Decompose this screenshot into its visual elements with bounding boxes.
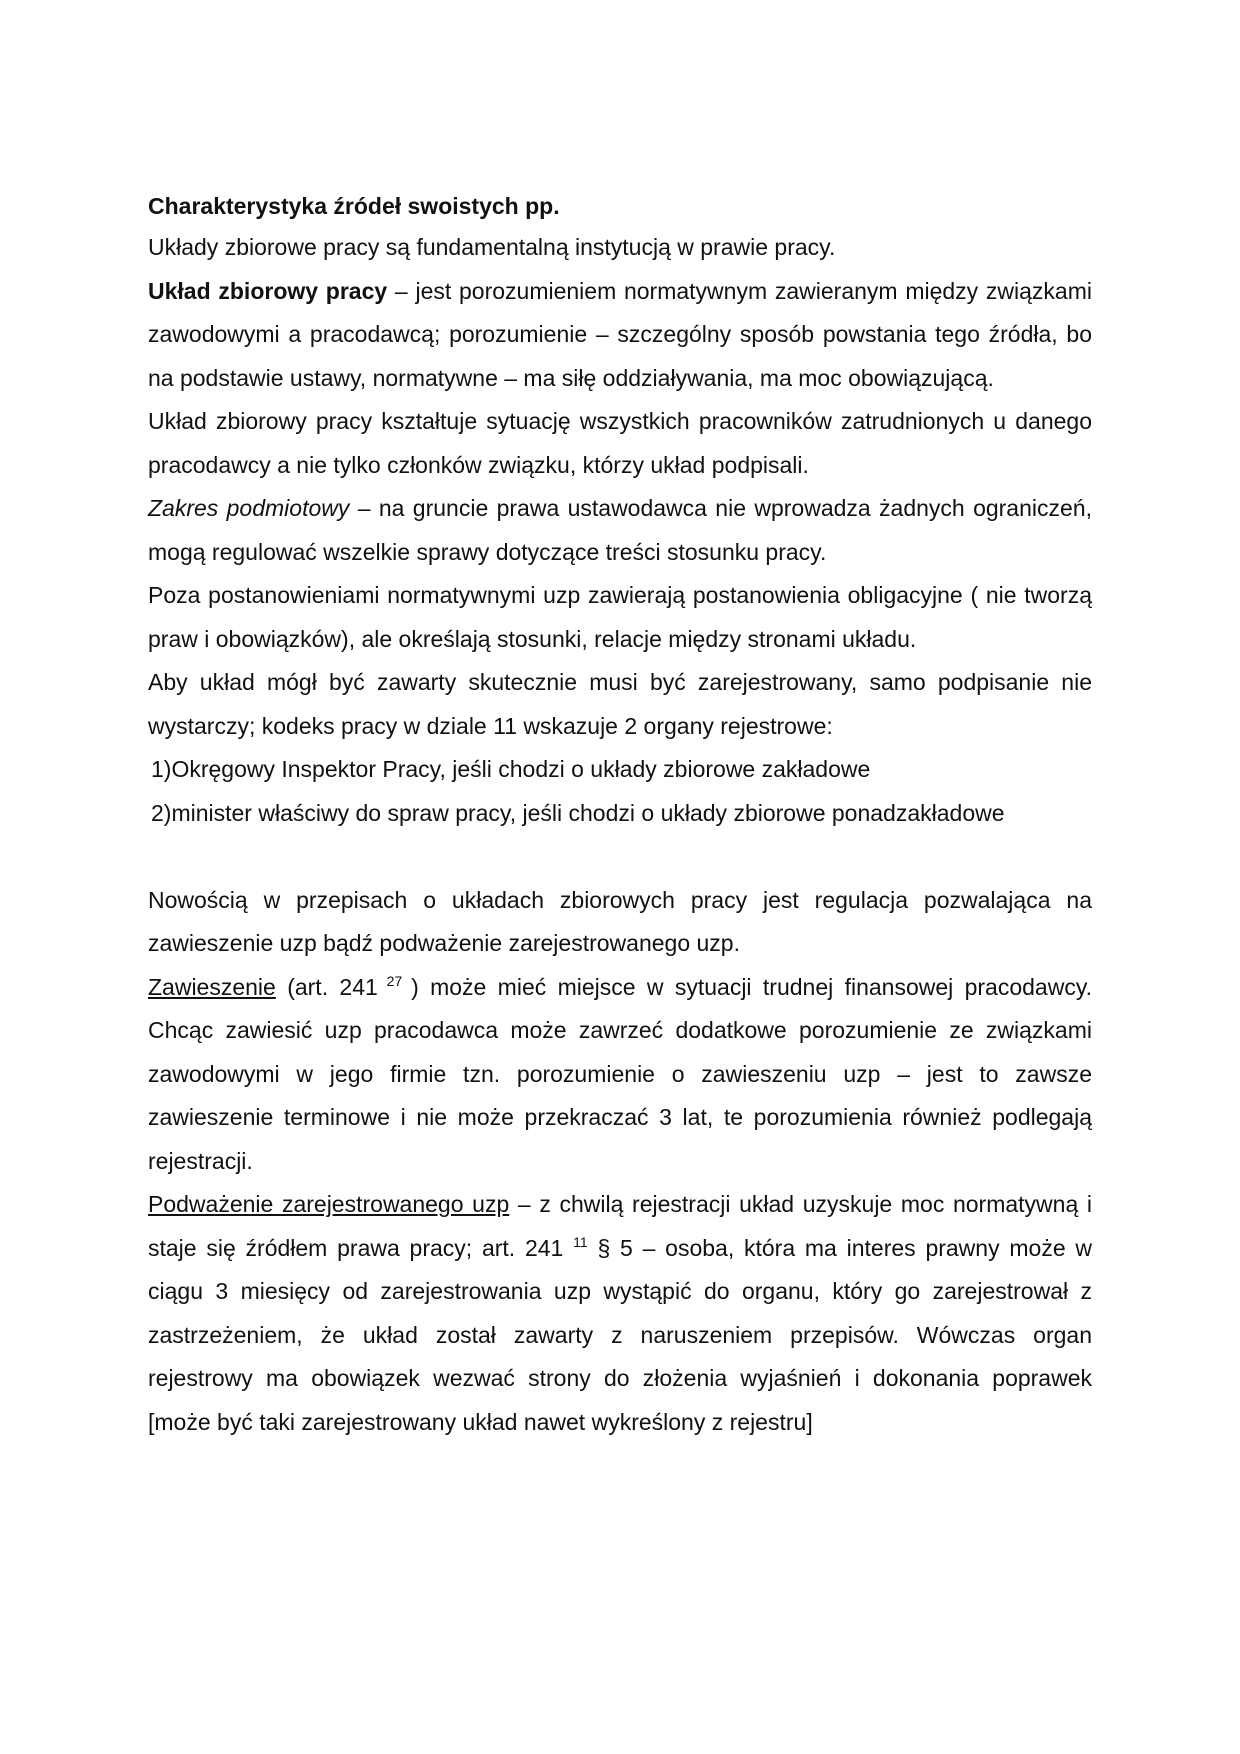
document-page [148, 186, 1092, 1444]
article-ref-close: ) [411, 973, 419, 1000]
term-podwazenie: Podważenie zarejestrowanego uzp [148, 1191, 510, 1217]
spacer [148, 835, 1092, 879]
article-ref: (art. 241 [275, 973, 378, 1000]
paragraph-definition [148, 270, 1092, 401]
term-uklad-zbiorowy: Układ zbiorowy pracy [148, 277, 388, 304]
paragraph-challenge [148, 1183, 1092, 1444]
suspension-text: może mieć miejsce w sytuacji trudnej finansowej pracodawcy. Chcąc zawiesić uzp pracodawca może zawrzeć dodatkowe porozumienie ze związkami zawodowymi w jego firmie tzn. porozumienie o zawieszeniu uzp – jest to zawsze zawieszenie terminowe i nie może przekraczać 3 lat, te porozumienia również podlegają rejestracji. [148, 973, 1092, 1174]
paragraph-subject-scope [148, 487, 1092, 574]
document-title: Charakterystyka źródeł swoistych pp. [148, 193, 560, 219]
paragraph-scope: Układ zbiorowy pracy kształtuje sytuację wszystkich pracowników zatrudnionych u danego pracodawcy a nie tylko członków związku, którzy układ podpisali. [148, 408, 1092, 478]
paragraph-intro: Układy zbiorowe pracy są fundamentalną instytucją w prawie pracy. [148, 234, 836, 260]
paragraph-novelty: Nowością w przepisach o układach zbiorowych pracy jest regulacja pozwalająca na zawieszenie uzp bądź podważenie zarejestrowanego uzp. [148, 886, 1092, 956]
article-superscript: 11 [573, 1233, 588, 1250]
article-superscript: 27 [377, 972, 412, 989]
definition-text: – jest porozumieniem normatywnym zawieranym między związkami zawodowymi a pracodawcą; porozumienie – szczególny sposób powstania tego źródła, bo na podstawie ustawy, normatywne – ma siłę oddziaływania, ma moc obowiązującą. [148, 277, 1092, 391]
challenge-text-before: – z chwilą rejestracji układ uzyskuje moc normatywną i staje się źródłem prawa pracy; art. 241 [148, 1191, 1092, 1261]
challenge-text-after: § 5 – osoba, która ma interes prawny może w ciągu 3 miesięcy od zarejestrowania uzp wystąpić do organu, który go zarejestrował z zastrzeżeniem, że układ został zawarty z naruszeniem przepisów. Wówczas organ rejestrowy ma obowiązek wezwać strony do złożenia wyjaśnień i dokonania poprawek [może być taki zarejestrowany układ nawet wykreślony z rejestru] [148, 1234, 1092, 1435]
term-zakres-podmiotowy: Zakres podmiotowy [148, 495, 350, 521]
list-item: 1)Okręgowy Inspektor Pracy, jeśli chodzi o układy zbiorowe zakładowe [151, 756, 871, 782]
registration-organs-list [148, 748, 1092, 835]
paragraph-registration: Aby układ mógł być zawarty skutecznie musi być zarejestrowany, samo podpisanie nie wystarczy; kodeks pracy w dziale 11 wskazuje 2 organy rejestrowe: [148, 669, 1092, 739]
paragraph-obligations: Poza postanowieniami normatywnymi uzp zawierają postanowienia obligacyjne ( nie tworzą praw i obowiązków), ale określają stosunki, relacje między stronami układu. [148, 582, 1092, 652]
paragraph-suspension [148, 966, 1092, 1184]
subject-scope-text: – na gruncie prawa ustawodawca nie wprowadza żadnych ograniczeń, mogą regulować wszelkie sprawy dotyczące treści stosunku pracy. [148, 495, 1092, 565]
list-item: 2)minister właściwy do spraw pracy, jeśli chodzi o układy zbiorowe ponadzakładowe [151, 799, 1005, 826]
term-zawieszenie: Zawieszenie [148, 973, 276, 1000]
